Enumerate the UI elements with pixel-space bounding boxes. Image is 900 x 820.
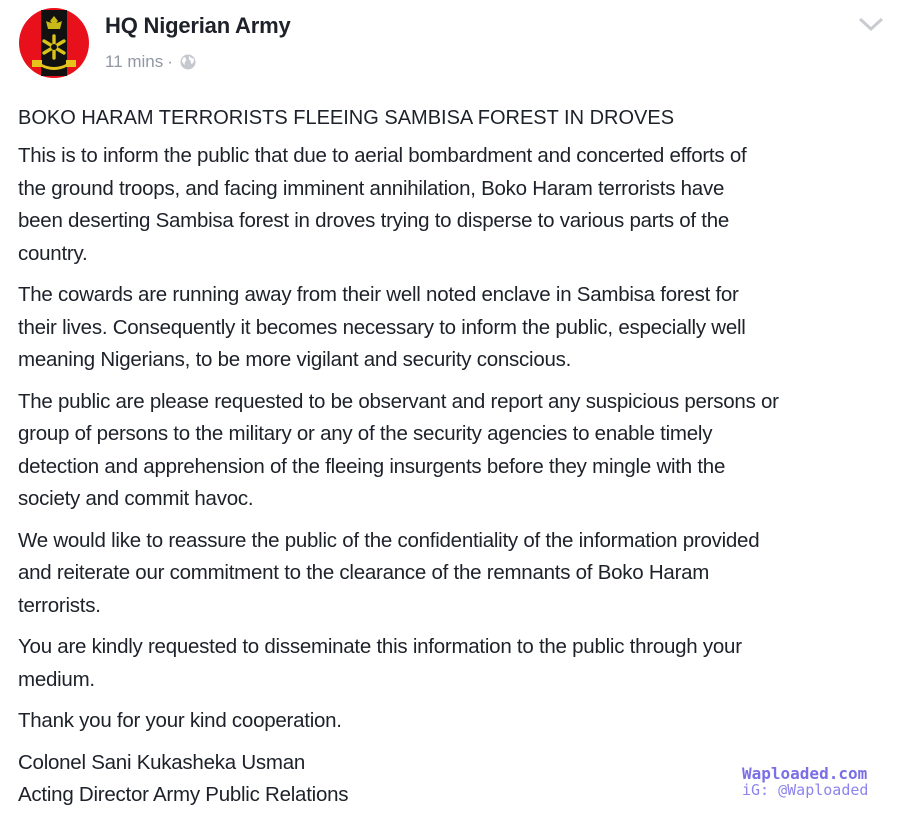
text-line: their lives. Consequently it becomes necessary to inform the public, especially well bbox=[18, 315, 746, 339]
text-line: society and commit havoc. bbox=[18, 487, 254, 510]
text-line: meaning Nigerians, to be more vigilant and security conscious. bbox=[18, 348, 572, 371]
text-line: terrorists. bbox=[18, 593, 101, 617]
page-name[interactable]: HQ Nigerian Army bbox=[105, 13, 291, 38]
chevron-down-icon[interactable] bbox=[858, 16, 884, 32]
text-line: You are kindly requested to disseminate this information to the public through your bbox=[18, 635, 742, 658]
globe-icon[interactable] bbox=[180, 54, 196, 70]
text-line: been deserting Sambisa forest in droves trying to disperse to various parts of the bbox=[18, 209, 730, 232]
text-line: The cowards are running away from their well noted enclave in Sambisa forest for bbox=[18, 283, 739, 306]
post-meta bbox=[105, 52, 196, 72]
paragraph-6 bbox=[18, 705, 898, 738]
nigerian-army-crest-logo bbox=[18, 7, 90, 79]
text-line: This is to inform the public that due to aerial bombardment and concerted efforts of bbox=[18, 144, 747, 167]
text-line: the ground troops, and facing imminent annihilation, Boko Haram terrorists have bbox=[18, 176, 725, 200]
paragraph-4 bbox=[18, 525, 898, 623]
text-line: and reiterate our commitment to the clearance of the remnants of Boko Haram bbox=[18, 561, 710, 584]
text-line: We would like to reassure the public of the confidentiality of the information provided bbox=[18, 528, 760, 552]
paragraph-5 bbox=[18, 631, 898, 696]
signature-name: Colonel Sani Kukasheka Usman bbox=[18, 750, 305, 774]
text-line: group of persons to the military or any of the security agencies to enable timely bbox=[18, 422, 713, 445]
post-body bbox=[18, 104, 898, 820]
text-line: Thank you for your kind cooperation. bbox=[18, 709, 342, 732]
text-line: medium. bbox=[18, 667, 95, 691]
post-time[interactable]: 11 mins bbox=[105, 52, 164, 71]
signature-title: Acting Director Army Public Relations bbox=[18, 782, 349, 806]
paragraph-3 bbox=[18, 386, 898, 516]
text-line: country. bbox=[18, 241, 88, 265]
watermark bbox=[742, 766, 868, 798]
paragraph-1 bbox=[18, 140, 898, 270]
watermark-handle: iG: @Waploaded bbox=[742, 781, 869, 799]
paragraph-2 bbox=[18, 279, 898, 377]
text-line: The public are please requested to be observant and report any suspicious persons or bbox=[18, 389, 779, 413]
watermark-site: Waploaded.com bbox=[742, 764, 868, 783]
post-title: BOKO HARAM TERRORISTS FLEEING SAMBISA FOREST IN DROVES bbox=[18, 107, 675, 129]
text-line: detection and apprehension of the fleeing insurgents before they mingle with the bbox=[18, 454, 726, 478]
page-avatar[interactable] bbox=[18, 7, 90, 79]
meta-separator: · bbox=[167, 52, 173, 71]
